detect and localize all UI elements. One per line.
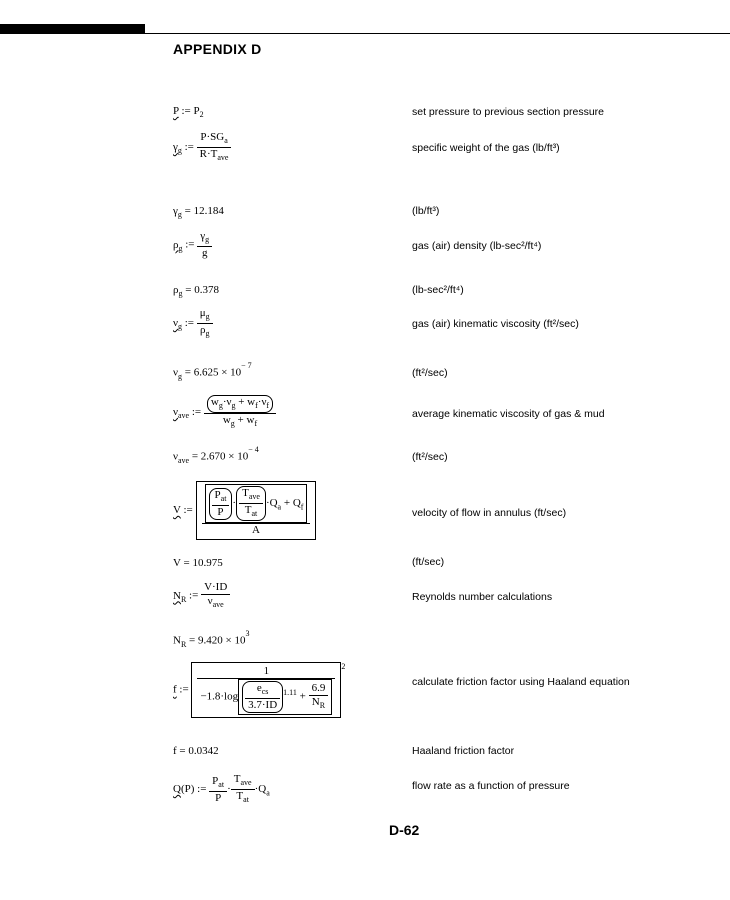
- desc-flow-rate: flow rate as a function of pressure: [412, 780, 570, 792]
- header-rule: [145, 33, 730, 34]
- desc-reynolds: Reynolds number calculations: [412, 591, 553, 603]
- eq-specific-weight: $\gamma_g$ := $\frac{P\cdot SG_a}{R\cdot T_{ave}}$: [173, 131, 231, 164]
- desc-velocity: velocity of flow in annulus (ft/sec): [412, 507, 567, 519]
- result-kinematic-viscosity: $\nu_g = 6.625 \times 10^{- 7}$: [173, 361, 252, 381]
- result-average-viscosity: $\nu_{ave} = 2.670 \times 10^{- 4}$: [173, 445, 259, 465]
- desc-friction-factor: calculate friction factor using Haaland equation: [412, 676, 630, 688]
- eq-reynolds: $N_R$ := $\frac{V\cdot ID}{\nu_{ave}}$: [173, 581, 230, 611]
- eq-velocity: V := $\frac{P_{at}}{P}$ · $\frac{T_{ave}}{T_{at}}$ $\cdot Q_a + Q_f$ A: [173, 481, 316, 540]
- appendix-heading: APPENDIX D: [173, 41, 262, 57]
- desc-density: gas (air) density (lb-sec²/ft⁴): [412, 240, 542, 252]
- result-friction-factor: f = 0.0342: [173, 745, 219, 757]
- unit-average-viscosity: (ft²/sec): [412, 451, 448, 463]
- unit-velocity: (ft/sec): [412, 556, 445, 568]
- eq-kinematic-viscosity: $\nu_g$ := $\frac{\mu_g}{\rho_g}$: [173, 307, 213, 340]
- desc-specific-weight: specific weight of the gas (lb/ft³): [412, 142, 560, 154]
- result-specific-weight: $\gamma_g = 12.184$: [173, 205, 224, 220]
- unit-specific-weight: (lb/ft³): [412, 205, 440, 217]
- eq-average-viscosity: $\nu_{ave}$ := $\frac{w_g\cdot\nu_g + w_f\cdot\nu_f}{w_g + w_f}$: [173, 395, 276, 430]
- page-number: D-62: [389, 822, 420, 838]
- header-bar: [0, 24, 145, 34]
- result-reynolds: $N_R = 9.420 \times 10^3$: [173, 629, 250, 649]
- eq-pressure-assign: P := $P_2$: [173, 105, 204, 120]
- unit-kinematic-viscosity: (ft²/sec): [412, 367, 448, 379]
- unit-density: (lb-sec²/ft⁴): [412, 284, 464, 296]
- desc-pressure-assign: set pressure to previous section pressure: [412, 106, 605, 118]
- result-velocity: V = 10.975: [173, 557, 223, 569]
- desc-haaland-result: Haaland friction factor: [412, 745, 515, 757]
- result-density: $\rho_g = 0.378$: [173, 284, 219, 299]
- desc-kinematic-viscosity: gas (air) kinematic viscosity (ft²/sec): [412, 318, 579, 330]
- eq-density: $\rho_g$ := $\frac{\gamma_g}{g}$: [173, 230, 212, 260]
- eq-friction-factor: f := 1 −1.8·log $\frac{e_{cs}}{3.7\cdot ID}$ $^{1.11}$ + $\frac{6.9}{N_R}$ $^2$: [173, 662, 345, 718]
- desc-average-viscosity: average kinematic viscosity of gas & mud: [412, 408, 605, 420]
- eq-flow-rate: Q(P) := $\frac{P_{at}}{P}$ · $\frac{T_{ave}}{T_{at}}$ $\cdot Q_a$: [173, 773, 270, 805]
